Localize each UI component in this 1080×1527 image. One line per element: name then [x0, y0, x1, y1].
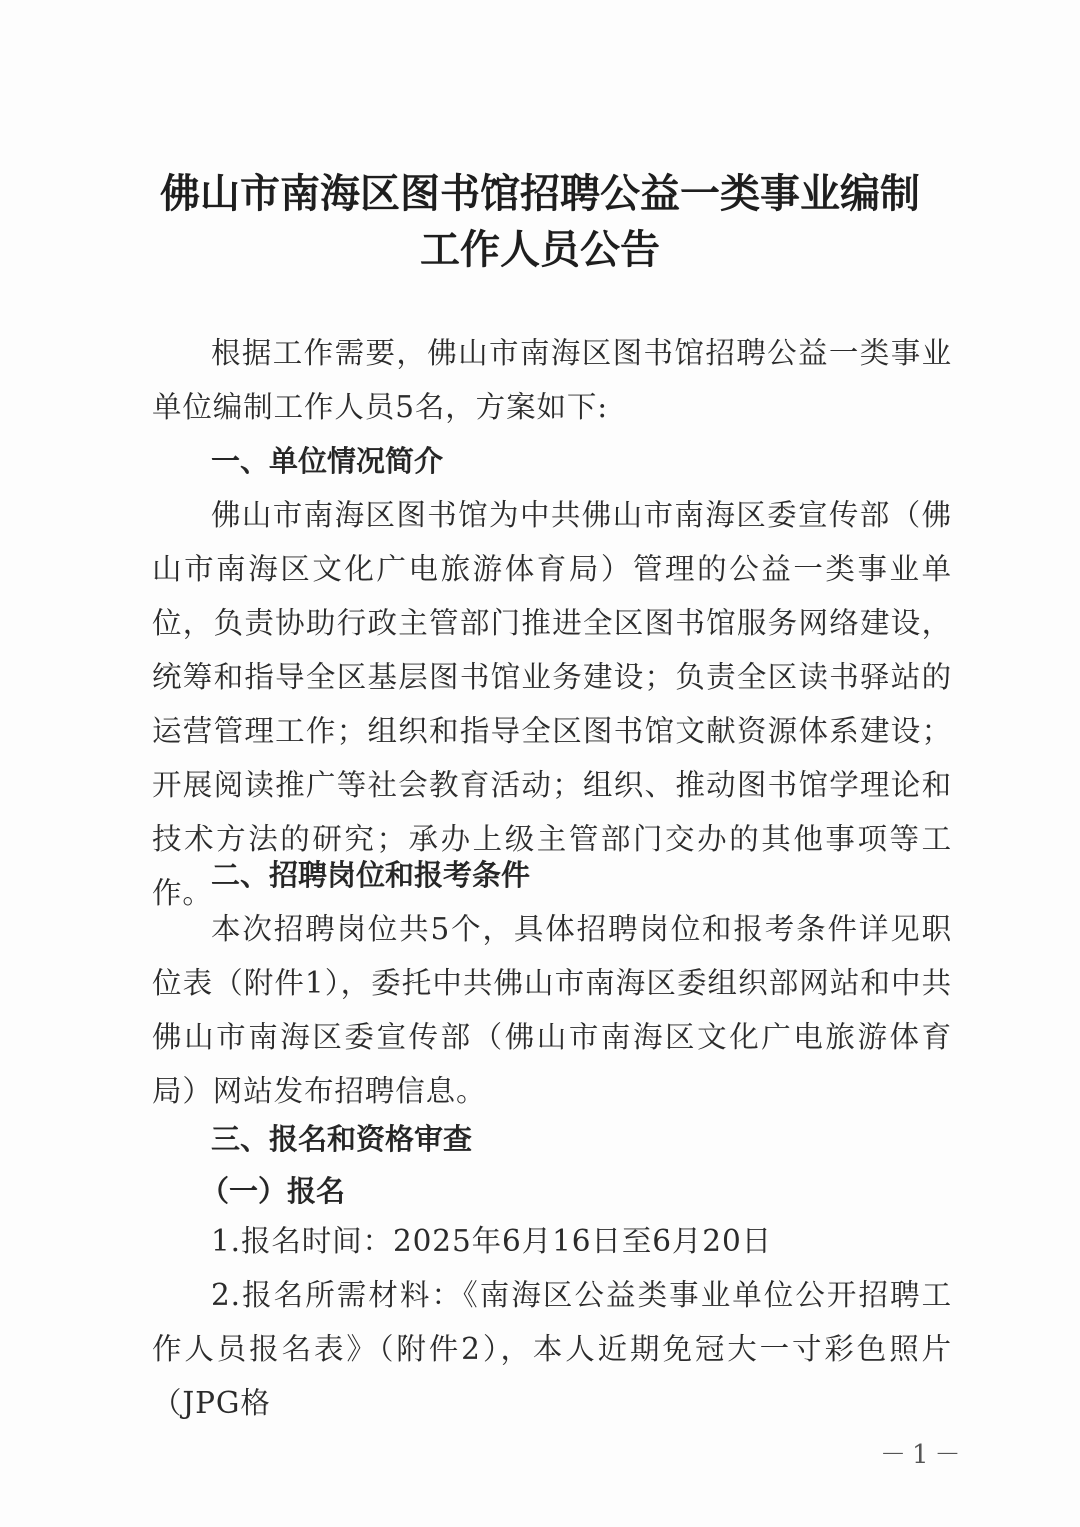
- subsection-registration-heading: （一）报名: [200, 1174, 346, 1208]
- page-number: －1－: [880, 1440, 967, 1470]
- document-title-line-2: 工作人员公告: [420, 227, 660, 273]
- section-1-body: 佛山市南海区图书馆为中共佛山市南海区委宣传部（佛山市南海区文化广电旅游体育局）管理的公益一类事业单位，负责协助行政主管部门推进全区图书馆服务网络建设，统筹和指导全区基层图书馆业务建设；负责全区读书驿站的运营管理工作；组织和指导全区图书馆文献资源体系建设；开展阅读推广等社会教育活动；组织、推动图书馆学理论和技术方法的研究；承办上级主管部门交办的其他事项等工作。: [152, 498, 952, 910]
- section-2-heading: 二、招聘岗位和报考条件: [211, 858, 531, 892]
- section-2-body: 本次招聘岗位共5个，具体招聘岗位和报考条件详见职位表（附件1），委托中共佛山市南海区委组织部网站和中共佛山市南海区委宣传部（佛山市南海区文化广电旅游体育局）网站发布招聘信息。: [152, 912, 952, 1108]
- document-title-line-1: 佛山市南海区图书馆招聘公益一类事业编制: [160, 171, 920, 217]
- intro-paragraph: 根据工作需要，佛山市南海区图书馆招聘公益一类事业单位编制工作人员5名，方案如下:: [152, 336, 952, 424]
- section-3-heading: 三、报名和资格审查: [211, 1122, 473, 1156]
- registration-time-item: 1.报名时间：2025年6月16日至6月20日: [211, 1224, 773, 1258]
- registration-materials-item: 2.报名所需材料：《南海区公益类事业单位公开招聘工作人员报名表》（附件2），本人近期免冠大一寸彩色照片（JPG格: [152, 1278, 952, 1420]
- section-1-heading: 一、单位情况简介: [211, 444, 444, 478]
